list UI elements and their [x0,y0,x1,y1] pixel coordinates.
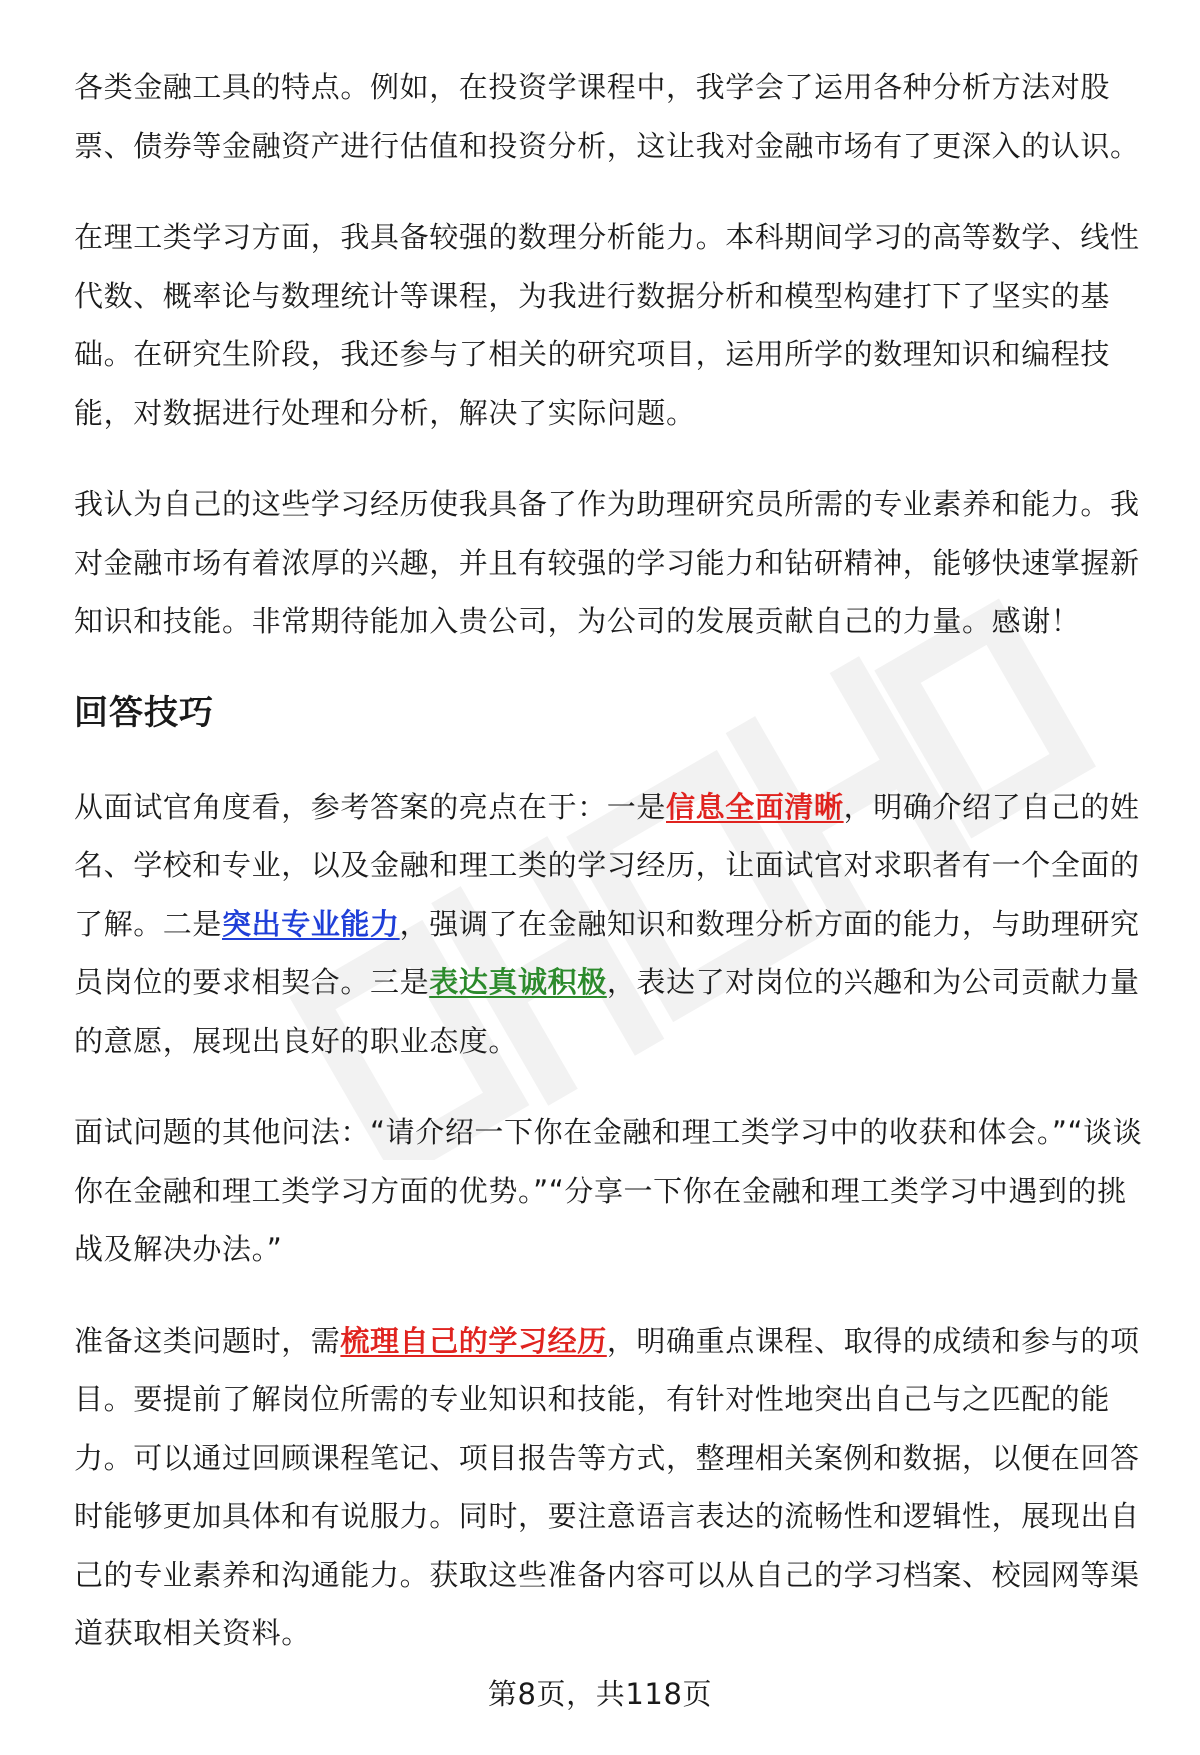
paragraph-preparation [74,1312,1144,1663]
text-span: 从面试官角度看，参考答案的亮点在于：一是 [74,789,667,824]
highlight-sincere-positive: 表达真诚积极 [429,965,607,999]
document-body [74,58,1144,1696]
highlight-study-experience: 梳理自己的学习经历 [340,1323,607,1358]
paragraph-conclusion: 我认为自己的这些学习经历使我具备了作为助理研究员所需的专业素养和能力。我对金融市场有着浓厚的兴趣，并且有较强的学习能力和钻研精神，能够快速掌握新知识和技能。非常期待能加入贵公司，为公司的发展贡献自己的力量。感谢！ [74,487,1140,638]
text-span: ，明确介绍了自己的姓名、学校和专业，以及金融和理工类的学习经历，让面试官对求职者有一个全面的了解。二是 [74,789,1140,941]
section-heading: 回答技巧 [74,692,214,733]
text-span: 准备这类问题时，需 [74,1323,341,1358]
highlight-info-clear: 信息全面清晰 [666,789,844,824]
paragraph-finance-tools: 各类金融工具的特点。例如，在投资学课程中，我学会了运用各种分析方法对股票、债券等金融资产进行估值和投资分析，这让我对金融市场有了更深入的认识。 [74,70,1140,163]
text-span: ，强调了在金融知识和数理分析方面的能力，与助理研究员岗位的要求相契合。三是 [74,906,1140,999]
highlight-professional-ability: 突出专业能力 [222,906,400,941]
page-number: 第8页，共118页 [487,1677,713,1711]
paragraph-science-ability: 在理工类学习方面，我具备较强的数理分析能力。本科期间学习的高等数学、线性代数、概率论与数理统计等课程，为我进行数据分析和模型构建打下了坚实的基础。在研究生阶段，我还参与了相关的研究项目，运用所学的数理知识和编程技能，对数据进行处理和分析，解决了实际问题。 [74,220,1140,430]
text-span: ，明确重点课程、取得的成绩和参与的项目。要提前了解岗位所需的专业知识和技能，有针对性地突出自己与之匹配的能力。可以通过回顾课程笔记、项目报告等方式，整理相关案例和数据，以便在回答时能够更加具体和有说服力。同时，要注意语言表达的流畅性和逻辑性，展现出自己的专业素养和沟通能力。获取这些准备内容可以从自己的学习档案、校园网等渠道获取相关资料。 [74,1323,1140,1650]
text-span: ，表达了对岗位的兴趣和为公司贡献力量的意愿，展现出良好的职业态度。 [74,965,1140,1058]
paragraph-other-questions: 面试问题的其他问法：“请介绍一下你在金融和理工类学习中的收获和体会。”“谈谈你在金融和理工类学习方面的优势。”“分享一下你在金融和理工类学习中遇到的挑战及解决办法。” [74,1115,1143,1266]
paragraph-answer-highlights [74,778,1144,1071]
